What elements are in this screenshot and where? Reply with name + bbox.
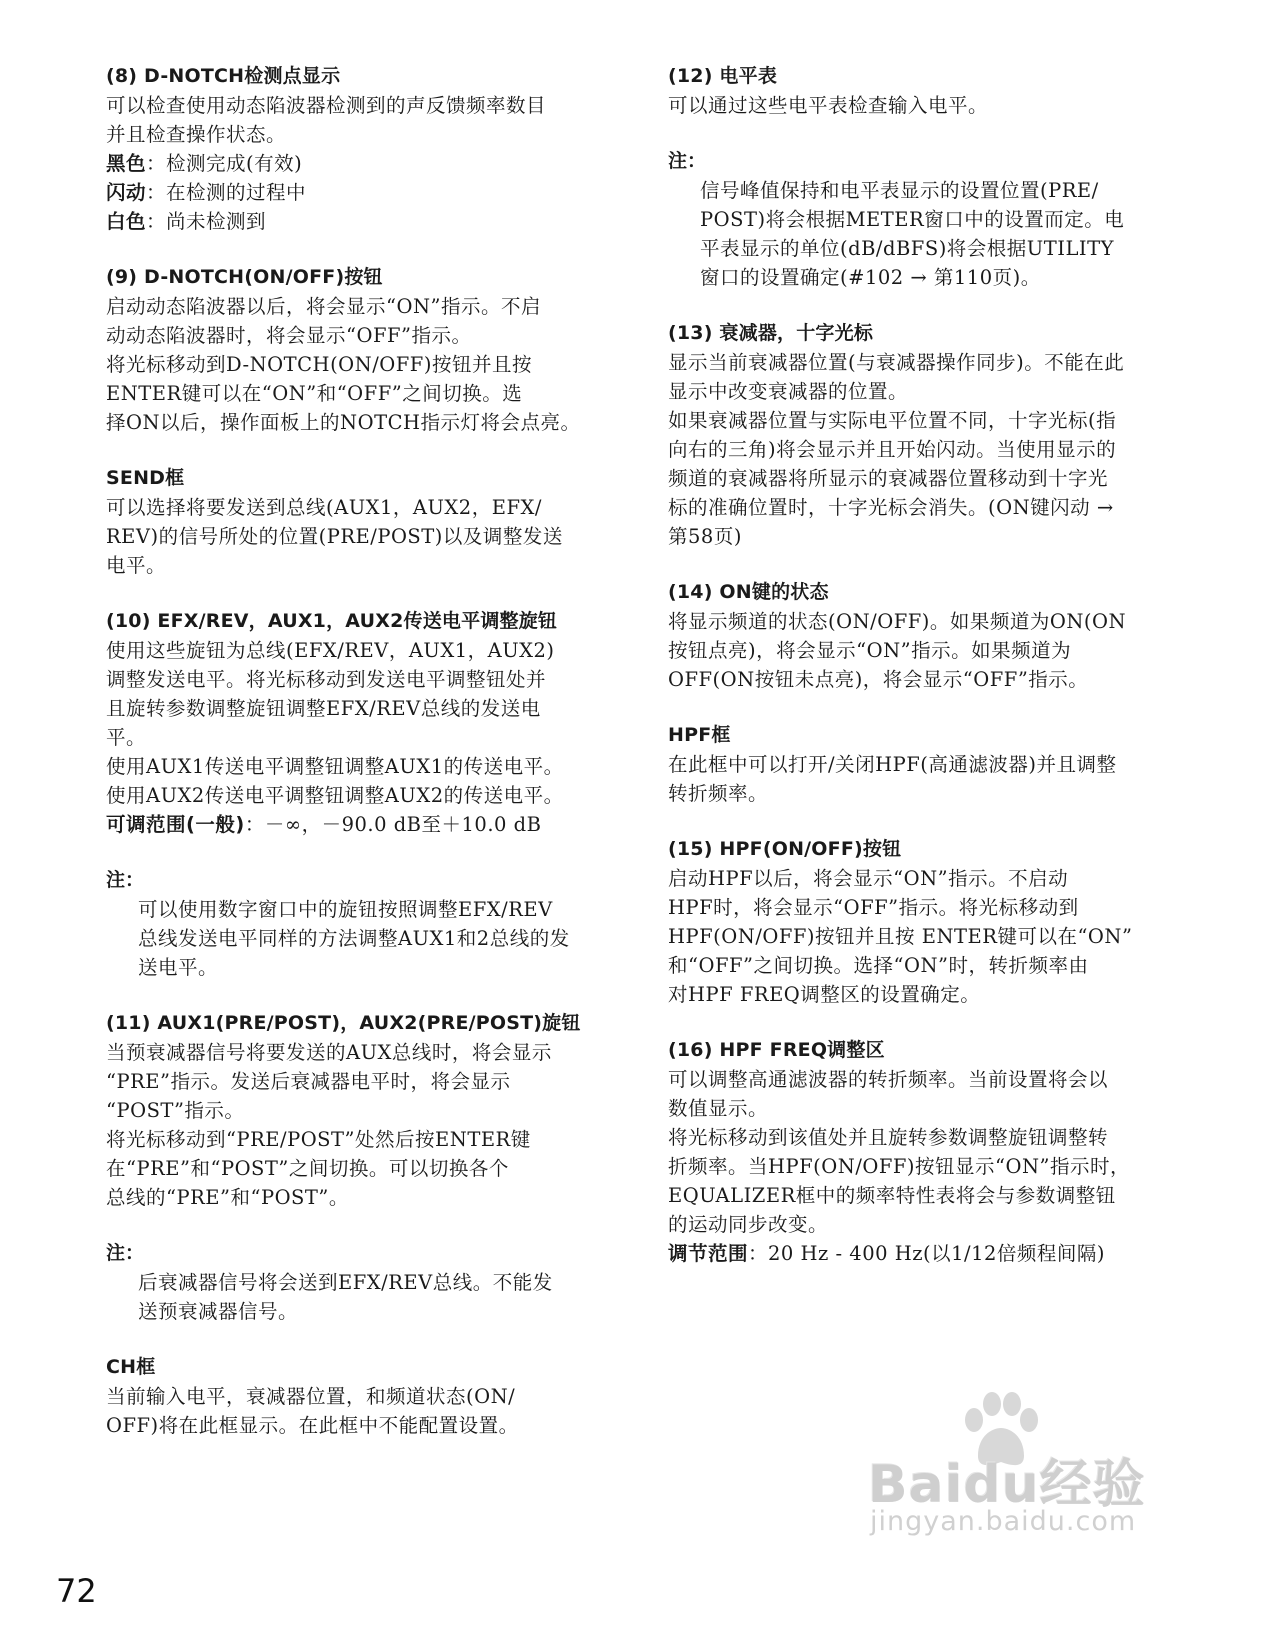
body-line: 标的准确位置时，十字光标会消失。(ON键闪动 → bbox=[668, 496, 1114, 519]
body-line: 数值显示。 bbox=[668, 1097, 769, 1120]
range-line bbox=[668, 1239, 1168, 1268]
section-heading: (8) D-NOTCH检测点显示 bbox=[106, 65, 341, 87]
body-line: 当前输入电平，衰减器位置，和频道状态(ON/ bbox=[106, 1385, 516, 1408]
range-label: 可调范围(一般) bbox=[106, 813, 245, 836]
note-line: 平表显示的单位(dB/dBFS)将会根据UTILITY bbox=[700, 237, 1114, 260]
range-line bbox=[106, 810, 606, 839]
body-line: 显示当前衰减器位置(与衰减器操作同步)。不能在此 bbox=[668, 351, 1125, 374]
section-heading: (14) ON键的状态 bbox=[668, 581, 829, 603]
definition-text: ：尚未检测到 bbox=[146, 210, 267, 233]
body-line: 动动态陷波器时，将会显示“OFF”指示。 bbox=[106, 324, 472, 347]
page-number: 72 bbox=[56, 1572, 97, 1610]
body-line: EQUALIZER框中的频率特性表将会与参数调整钮 bbox=[668, 1184, 1116, 1207]
body-line: 对HPF FREQ调整区的设置确定。 bbox=[668, 983, 981, 1006]
body-line: 总线的“PRE”和“POST”。 bbox=[106, 1186, 349, 1209]
body-line: “POST”指示。 bbox=[106, 1099, 245, 1122]
section-12-level-meter bbox=[668, 62, 1168, 292]
range-text: ：－∞，－90.0 dB至＋10.0 dB bbox=[244, 813, 542, 836]
body-line: 电平。 bbox=[106, 554, 167, 577]
body-line: 可以选择将要发送到总线(AUX1，AUX2，EFX/ bbox=[106, 496, 542, 519]
body-line: HPF(ON/OFF)按钮并且按 ENTER键可以在“ON” bbox=[668, 925, 1133, 948]
section-send-box bbox=[106, 464, 606, 580]
body-line: 按钮点亮)，将会显示“ON”指示。如果频道为 bbox=[668, 639, 1072, 662]
definition-label: 闪动 bbox=[106, 181, 147, 204]
definition-item bbox=[106, 149, 606, 178]
body-line: 启动动态陷波器以后，将会显示“ON”指示。不启 bbox=[106, 295, 541, 318]
body-line: HPF时，将会显示“OFF”指示。将光标移动到 bbox=[668, 896, 1079, 919]
section-heading: (16) HPF FREQ调整区 bbox=[668, 1039, 885, 1061]
definition-item bbox=[106, 207, 606, 236]
body-line: 将显示频道的状态(ON/OFF)。如果频道为ON(ON bbox=[668, 610, 1127, 633]
section-11-pre-post-knobs bbox=[106, 1009, 606, 1326]
note-line: 送预衰减器信号。 bbox=[138, 1300, 299, 1323]
body-line: 使用AUX1传送电平调整钮调整AUX1的传送电平。 bbox=[106, 755, 564, 778]
definition-item bbox=[106, 178, 606, 207]
section-heading: (13) 衰减器，十字光标 bbox=[668, 322, 874, 344]
body-line: 的运动同步改变。 bbox=[668, 1213, 829, 1236]
body-line: 将光标移动到该值处并且旋转参数调整旋钮调整转 bbox=[668, 1126, 1109, 1149]
section-heading: (11) AUX1(PRE/POST)，AUX2(PRE/POST)旋钮 bbox=[106, 1012, 581, 1034]
body-line: 将光标移动到D-NOTCH(ON/OFF)按钮并且按 bbox=[106, 353, 532, 376]
body-line: 使用AUX2传送电平调整钮调整AUX2的传送电平。 bbox=[106, 784, 564, 807]
watermark-brand: Baidu经验 bbox=[868, 1455, 1146, 1515]
body-line: 和“OFF”之间切换。选择“ON”时，转折频率由 bbox=[668, 954, 1089, 977]
section-heading: (15) HPF(ON/OFF)按钮 bbox=[668, 838, 902, 860]
note-line: POST)将会根据METER窗口中的设置而定。电 bbox=[700, 208, 1125, 231]
body-line: 并且检查操作状态。 bbox=[106, 123, 287, 146]
left-column bbox=[106, 62, 606, 1467]
note-label: 注： bbox=[106, 1242, 145, 1264]
section-14-on-key-status bbox=[668, 578, 1168, 694]
section-heading: HPF框 bbox=[668, 724, 731, 746]
body-line: 折频率。当HPF(ON/OFF)按钮显示“ON”指示时， bbox=[668, 1155, 1131, 1178]
range-text: ：20 Hz - 400 Hz(以1/12倍频程间隔) bbox=[748, 1242, 1105, 1265]
body-line: 显示中改变衰减器的位置。 bbox=[668, 380, 909, 403]
body-line: “PRE”指示。发送后衰减器电平时，将会显示 bbox=[106, 1070, 511, 1093]
body-line: 向右的三角)将会显示并且开始闪动。当使用显示的 bbox=[668, 438, 1117, 461]
note-line: 窗口的设置确定(#102 → 第110页)。 bbox=[700, 266, 1041, 289]
section-15-hpf-button bbox=[668, 835, 1168, 1009]
body-line: 使用这些旋钮为总线(EFX/REV，AUX1，AUX2) bbox=[106, 639, 555, 662]
section-heading: (12) 电平表 bbox=[668, 65, 778, 87]
section-heading: CH框 bbox=[106, 1356, 156, 1378]
body-line: REV)的信号所处的位置(PRE/POST)以及调整发送 bbox=[106, 525, 563, 548]
definition-label: 白色 bbox=[106, 210, 147, 233]
body-line: 且旋转参数调整旋钮调整EFX/REV总线的发送电 bbox=[106, 697, 541, 720]
right-column bbox=[668, 62, 1168, 1295]
body-line: 当预衰减器信号将要发送的AUX总线时，将会显示 bbox=[106, 1041, 552, 1064]
body-line: 调整发送电平。将光标移动到发送电平调整钮处并 bbox=[106, 668, 547, 691]
note-line: 信号峰值保持和电平表显示的设置位置(PRE/ bbox=[700, 179, 1099, 202]
note-line: 可以使用数字窗口中的旋钮按照调整EFX/REV bbox=[138, 898, 553, 921]
section-9-dnotch-button bbox=[106, 263, 606, 437]
body-line: 平。 bbox=[106, 726, 147, 749]
body-line: OFF(ON按钮未点亮)，将会显示“OFF”指示。 bbox=[668, 668, 1089, 691]
body-line: 第58页) bbox=[668, 525, 742, 548]
watermark-url: jingyan.baidu.com bbox=[870, 1506, 1137, 1537]
body-line: 频道的衰减器将所显示的衰减器位置移动到十字光 bbox=[668, 467, 1109, 490]
section-ch-box bbox=[106, 1353, 606, 1440]
body-line: 在此框中可以打开/关闭HPF(高通滤波器)并且调整 bbox=[668, 753, 1117, 776]
note-line: 总线发送电平同样的方法调整AUX1和2总线的发 bbox=[138, 927, 570, 950]
definition-label: 黑色 bbox=[106, 152, 147, 175]
note-label: 注： bbox=[668, 150, 707, 172]
body-line: 转折频率。 bbox=[668, 782, 769, 805]
baidu-watermark bbox=[868, 1390, 1168, 1550]
body-line: 启动HPF以后，将会显示“ON”指示。不启动 bbox=[668, 867, 1069, 890]
definition-text: ：在检测的过程中 bbox=[146, 181, 307, 204]
body-line: 将光标移动到“PRE/POST”处然后按ENTER键 bbox=[106, 1128, 531, 1151]
note-line: 送电平。 bbox=[138, 956, 219, 979]
body-line: 择ON以后，操作面板上的NOTCH指示灯将会点亮。 bbox=[106, 411, 581, 434]
body-line: OFF)将在此框显示。在此框中不能配置设置。 bbox=[106, 1414, 519, 1437]
section-heading: (9) D-NOTCH(ON/OFF)按钮 bbox=[106, 266, 383, 288]
body-line: 如果衰减器位置与实际电平位置不同，十字光标(指 bbox=[668, 409, 1117, 432]
note-label: 注： bbox=[106, 869, 145, 891]
body-line: 可以通过这些电平表检查输入电平。 bbox=[668, 94, 989, 117]
note-line: 后衰减器信号将会送到EFX/REV总线。不能发 bbox=[138, 1271, 553, 1294]
section-8-dnotch-detect bbox=[106, 62, 606, 236]
definition-text: ：检测完成(有效) bbox=[146, 152, 303, 175]
section-16-hpf-freq bbox=[668, 1036, 1168, 1268]
range-label: 调节范围 bbox=[668, 1242, 749, 1265]
body-line: 在“PRE”和“POST”之间切换。可以切换各个 bbox=[106, 1157, 509, 1180]
section-10-send-level-knobs bbox=[106, 607, 606, 982]
section-heading: (10) EFX/REV，AUX1，AUX2传送电平调整旋钮 bbox=[106, 610, 558, 632]
section-heading: SEND框 bbox=[106, 467, 185, 489]
body-line: 可以检查使用动态陷波器检测到的声反馈频率数目 bbox=[106, 94, 547, 117]
section-hpf-box bbox=[668, 721, 1168, 808]
section-13-fader-cursor bbox=[668, 319, 1168, 551]
body-line: ENTER键可以在“ON”和“OFF”之间切换。选 bbox=[106, 382, 523, 405]
body-line: 可以调整高通滤波器的转折频率。当前设置将会以 bbox=[668, 1068, 1109, 1091]
